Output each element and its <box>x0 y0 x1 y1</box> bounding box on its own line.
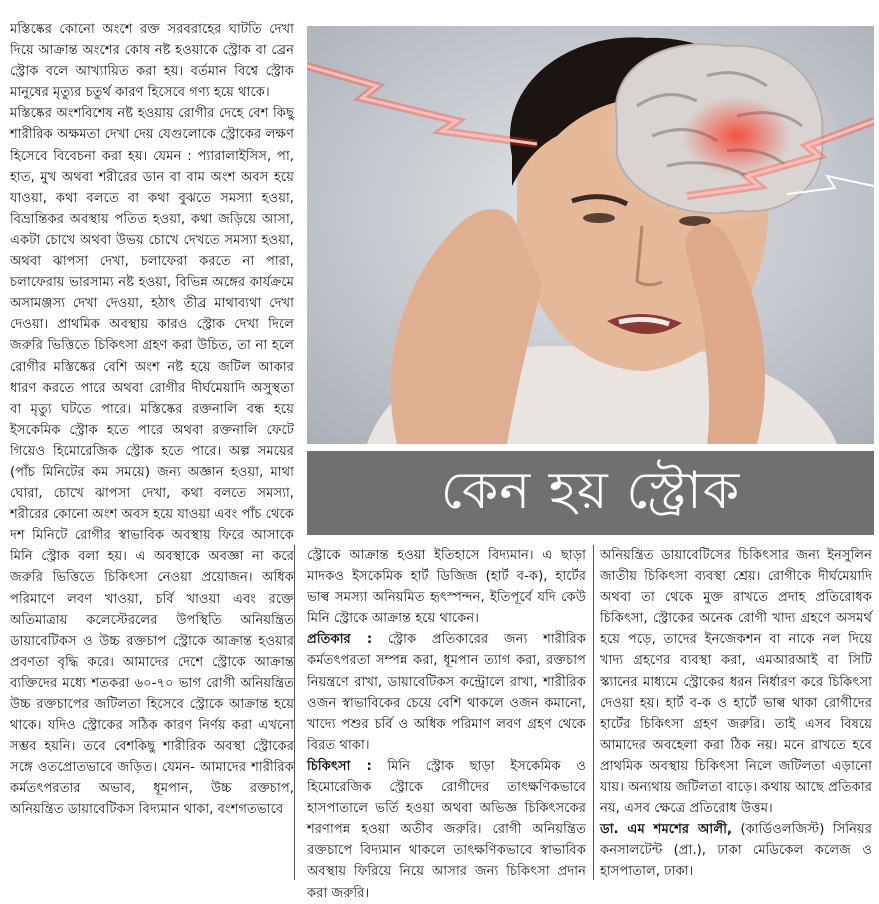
column-divider <box>294 545 295 880</box>
headline-band <box>307 451 874 535</box>
author-role: (কার্ডিওলজিস্ট) সিনিয়র কনসালটেন্ট (প্রা.), ঢাকা মেডিকেল কলেজ ও হাসপাতাল, ঢাকা। <box>600 822 872 880</box>
headache-brain-photo <box>307 26 874 444</box>
symptoms-paragraph: মস্তিষ্কের অংশবিশেষ নষ্ট হওয়ায় রোগীর দেহে বেশ কিছু শারীরিক অক্ষমতা দেখা দেয় যেগুলোকে স্ট্রোকের লক্ষণ হিসেবে বিবেচনা করা হয়। যেমন : প্যারালাইসিস, পা, হাত, মুখ অথবা শরীরের ডান বা বাম অংশ অবস হয়ে যাওয়া, কথা বলতে বা কথা বুঝতে সমস্যা হওয়া, বিভ্রান্তিকর অবস্থায় পতিত হওয়া, কথা জড়িয়ে আসা, একটা চোখে অথবা উভয় চোখে দেখতে সমস্যা হওয়া, অথবা ঝাপসা দেখা, চলাফেরা করতে না পারা, চলাফেরায় ভারসাম্য নষ্ট হওয়া, বিভিন্ন অঙ্গের কার্যক্রমে অসামঞ্জস্য দেখা দেওয়া, হঠাৎ তীব্র মাথাব্যথা দেখা দেওয়া। প্রাথমিক অবস্থায় কারও স্ট্রোক দেখা দিলে জরুরি ভিত্তিতে চিকিৎসা গ্রহণ করা উচিত, তা না হলে রোগীর মস্তিষ্কের বেশি অংশ নষ্ট হয়ে জটিল আকার ধারণ করতে পারে অথবা রোগীর দীর্ঘমেয়াদি অসুস্থতা বা মৃত্যু ঘটতে পারে। মস্তিষ্কের রক্তনালি বন্ধ হয়ে ইসকেমিক স্ট্রোক হতে পারে অথবা রক্তনালি ফেটে গিয়েও হিমোরেজিক স্ট্রোক হতে পারে। অল্প সময়ের (পাঁচ মিনিটের কম সময়ে) জন্য অজ্ঞান হওয়া, মাথা ঘোরা, চোখে ঝাপসা দেখা, কথা বলতে সমস্যা, শরীরের কোনো অংশ অবস হয়ে যাওয়া এবং পাঁচ থেকে দশ মিনিটে রোগীর স্বাভাবিক অবস্থায় ফিরে আসাকে মিনি স্ট্রোক বলা হয়। এ অবস্থাকে অবজ্ঞা না করে জরুরি ভিত্তিতে চিকিৎসা নেওয়া প্রয়োজন। অধিক পরিমাণে লবণ খাওয়া, চর্বি খাওয়া এবং রক্তে অতিমাত্রায় কলেস্টেরলের উপস্থিতি অনিয়ন্ত্রিত ডায়াবেটিকস ও উচ্চ রক্তচাপ স্ট্রোকে আক্রান্ত হওয়ার প্রবণতা বৃদ্ধি করে। আমাদের দেশে স্ট্রোকে আক্রান্ত ব্যক্তিদের মধ্যে শতকরা ৬০-৭০ ভাগ রোগী অনিয়ন্ত্রিত উচ্চ রক্তচাপের জটিলতা হিসেবে স্ট্রোকে আক্রান্ত হয়ে থাকে। যদিও স্ট্রোকের সঠিক কারণ নির্ণয় করা এখনো সম্ভব হয়নি। তবে বেশকিছু শারীরিক অবস্থা স্ট্রোকের সঙ্গে ওতপ্রোতভাবে জড়িত। যেমন- আমাদের শারীরিক কর্মতৎপরতার অভাব, ধূমপান, উচ্চ রক্তচাপ, অনিয়ন্ত্রিত ডায়াবেটিকস বিদ্যমান থাকা, বংশগতভাবে <box>10 106 295 818</box>
treatment-paragraph <box>307 756 586 904</box>
column-divider <box>593 545 594 880</box>
risk-factors-paragraph: স্ট্রোকে আক্রান্ত হওয়া ইতিহাসে বিদ্যমান। এ ছাড়া মাদকও ইসকেমিক হার্ট ডিজিজ (হার্ট ব-ক), হার্টের ভাল্ব সমস্যা অনিয়মিত হৃৎস্পন্দন, ইতিপূর্বে যদি কেউ মিনি স্ট্রোকে আক্রান্ত হয়ে থাকেন। <box>307 548 586 627</box>
author-credit <box>600 819 872 882</box>
prevention-label: প্রতিকার : <box>307 632 373 648</box>
prevention-paragraph <box>307 629 586 756</box>
treatment-continued-paragraph: অনিয়ন্ত্রিত ডায়াবেটিসের চিকিৎসার জন্য ইনসুলিন জাতীয় চিকিৎসা ব্যবস্থা শ্রেয়। রোগীকে দীর্ঘমেয়াদি অথবা তা থেকে মুক্ত রাখতে প্রদাহ প্রতিরোধক চিকিৎসা, স্ট্রোকের অনেক রোগী খাদ্য গ্রহণে অসমর্থ হয়ে পড়ে, তাদের ইনজেকশন বা নাকে নল দিয়ে খাদ্য গ্রহণের ব্যবস্থা করা, এমআরআই বা সিটি স্ক্যানের মাধ্যমে স্ট্রোকের ধরন নির্ধারণ করে চিকিৎসা দেওয়া হয়। হার্ট ব-ক ও হার্টে ভাল্ব থাকা রোগীদের হার্টের চিকিৎসা গ্রহণ জরুরি। তাই এসব বিষয়ে আমাদের অবহেলা করা ঠিক নয়। মনে রাখতে হবে প্রাথমিক অবস্থায় চিকিৎসা নিলে জটিলতা এড়ানো যায়। অন্যথায় জটিলতা বাড়ে। কথায় আছে প্রতিকার নয়, এসব ক্ষেত্রে প্রতিরোধ উত্তম। <box>600 548 872 817</box>
article-column-1 <box>10 19 294 881</box>
treatment-label: চিকিৎসা : <box>307 758 372 774</box>
author-name: ডা. এম শমশের আলী, <box>600 822 732 838</box>
article-column-2 <box>307 545 586 901</box>
article-headline: কেন হয় স্ট্রোক <box>440 460 741 521</box>
treatment-text: মিনি স্ট্রোক ছাড়া ইসকেমিক ও হিমোরেজিক স্ট্রোকে রোগীদের তাৎক্ষণিকভাবে হাসপাতালে ভর্তি হওয়া অথবা অভিজ্ঞ চিকিৎসকের শরণাপন্ন হওয়া অতীব জরুরি। রোগী অনিয়ন্ত্রিত রক্তচাপে বিদ্যমান থাকলে তাৎক্ষণিকভাবে স্বাভাবিক অবস্থায় ফিরিয়ে নিয়ে আসার জন্য চিকিৎসা প্রদান করা জরুরি। <box>307 758 586 901</box>
intro-paragraph: মস্তিষ্কের কোনো অংশে রক্ত সরবরাহের ঘাটতি দেখা দিয়ে আক্রান্ত অংশের কোষ নষ্ট হওয়াকে স্ট্রোক বা ব্রেন স্ট্রোক বলে আখ্যায়িত করা হয়। বর্তমান বিশ্বে স্ট্রোক মানুষের মৃত্যুর চতুর্থ কারণ হিসেবে গণ্য হয়ে থাকে। <box>10 22 294 101</box>
prevention-text: স্ট্রোক প্রতিকারের জন্য শারীরিক কর্মতৎপরতা সম্পন্ন করা, ধূমপান ত্যাগ করা, রক্তচাপ নিয়ন্ত্রণে রাখা, ডায়াবেটিকস কন্ট্রোলে রাখা, শারীরিক ওজন স্বাভাবিকের চেয়ে বেশি থাকলে ওজন কমানো, খাদ্যে পশুর চর্বি ও অধিক পরিমাণ লবণ গ্রহণ থেকে বিরত থাকা। <box>307 632 586 753</box>
photo-illustration <box>307 26 874 444</box>
article-column-3 <box>600 545 872 881</box>
